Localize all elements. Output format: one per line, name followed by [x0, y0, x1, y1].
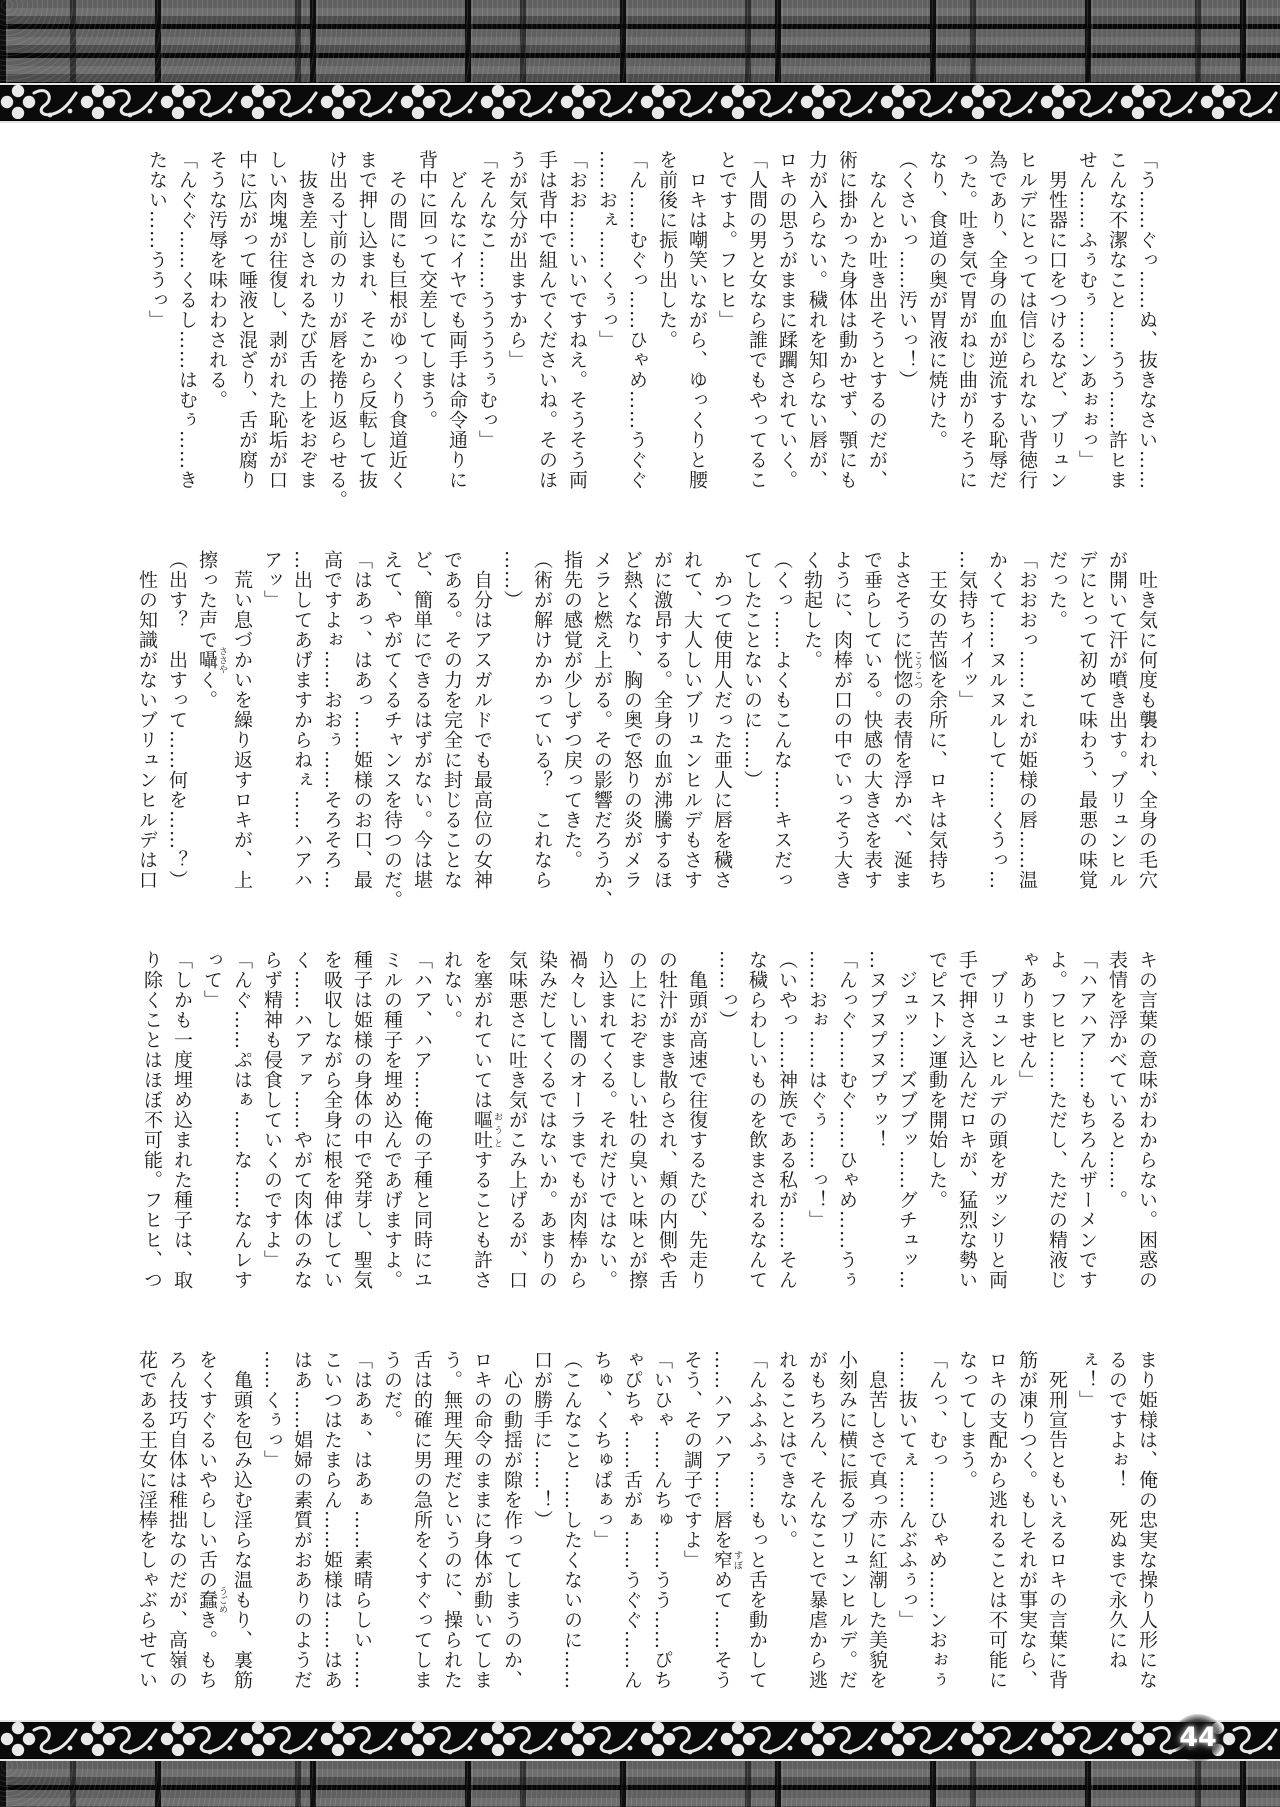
text-column: ど、簡単にできるはずがない。今は堪 — [411, 550, 433, 891]
text-column: …出してあげますからねぇ……ハアハ — [291, 550, 313, 891]
brick-wall-top — [0, 0, 1280, 83]
text-column: 「んぐ……ぷはぁ……な……なんレす — [231, 950, 253, 1291]
text-column: 心の動揺が隙を作ってしまうのか、 — [501, 1350, 523, 1691]
text-column: 「しかも一度埋め込まれた種子は、取 — [171, 950, 193, 1291]
text-column: がに激昂する。全身の血が沸騰するほ — [651, 550, 673, 891]
text-column: 背中に回って交差してしまう。 — [416, 150, 438, 431]
text-column: 息苦しさで真っ赤に紅潮した美貌を — [866, 1350, 888, 1691]
text-column: 「はあっ、はあっ……姫様のお口、最 — [351, 550, 373, 891]
text-column: 吐き気に何度も襲われ、全身の毛穴 — [1136, 550, 1158, 891]
text-column: ミルの種子を埋め込んであげますよ。 — [381, 950, 403, 1291]
text-column: 擦った声で囁 ささやく。 — [196, 550, 227, 711]
text-column: な穢らわしいものを飲まされるなんて — [746, 950, 768, 1291]
text-column: 「ハアハア……もちろんザーメンです — [1076, 950, 1098, 1291]
text-column: 性の知識がないブリュンヒルデは口 — [136, 550, 158, 891]
text-column: その間にも巨根がゆっくり食道近く — [386, 150, 408, 491]
text-column: 「おおおっ……これが姫様の唇……温 — [1016, 550, 1038, 891]
text-column: 舌は的確に男の急所をくすぐってしま — [411, 1350, 433, 1691]
text-column: く勃起した。 — [801, 550, 823, 671]
text-column: 抜き差しされるたび舌の上をおぞま — [296, 150, 318, 491]
text-column: で垂らしている。快感の大きさを表す — [861, 550, 883, 891]
text-column: ゃありません」 — [1016, 950, 1038, 1091]
text-column: 死刑宣告ともいえるロキの言葉に背 — [1046, 1350, 1068, 1691]
text-column: 中に広がって唾液と混ざり、舌が腐り — [236, 150, 258, 491]
text-column: なってしまう。 — [956, 1350, 978, 1491]
text-column: なんとか吐き出そうとするのだが、 — [866, 150, 888, 491]
text-column: ヒルデにとっては信じられない背徳行 — [1016, 150, 1038, 491]
text-column: ちゅ、くちゅぱぁっ」 — [591, 1350, 613, 1551]
text-column: 禍々しい闇のオーラまでもが肉棒から — [566, 950, 588, 1291]
text-column: てしたことないのに……） — [741, 550, 763, 791]
text-column: なり、食道の奥が胃液に焼けた。 — [926, 150, 948, 451]
text-column: 「はあぁ、はあぁ……素晴らしい…… — [351, 1350, 373, 1691]
text-column: まり姫様は、俺の忠実な操り人形にな — [1136, 1350, 1158, 1691]
text-column: ……ハアハア……唇を窄 すぼめて……そう — [711, 1350, 742, 1691]
text-column: 気味悪さに吐き気がこみ上げるが、口 — [506, 950, 528, 1291]
text-column: だった。 — [1046, 550, 1068, 631]
text-column: （くさいっ……汚いっ！） — [896, 150, 918, 391]
text-column: ロキの支配から逃れることは不可能に — [986, 1350, 1008, 1691]
text-column: デにとって初めて味わう、最悪の味覚 — [1076, 550, 1098, 891]
text-column: アッ」 — [261, 550, 283, 611]
text-column: でピストン運動を開始した。 — [926, 950, 948, 1211]
text-column: （術が解けかかっている？ これなら — [531, 550, 553, 891]
text-column: （いやっ……神族である私が……そん — [776, 950, 798, 1291]
text-column: 力が入らない。穢れを知らない唇が、 — [806, 150, 828, 491]
text-column: をくすぐるいやらしい舌の蠢 うごめき。もち — [196, 1350, 227, 1691]
text-column: かつて使用人だった亜人に唇を穢さ — [711, 550, 733, 891]
text-column: 「そんなこ……ううううぅむっ」 — [476, 150, 498, 451]
text-column: り除くことはほぼ不可能。フヒヒ、つ — [141, 950, 163, 1291]
text-column: れない。 — [441, 950, 463, 1031]
text-column: 男性器に口をつけるなど、ブリュン — [1046, 150, 1068, 491]
text-column: ジュッ……ズブブッ……グチュッ… — [896, 950, 918, 1291]
flower-vine-pattern-top — [0, 85, 1280, 119]
text-column: 表情を浮かべていると……。 — [1106, 950, 1128, 1211]
text-column: はあ……娼婦の素質がおありのようだ — [291, 1350, 313, 1691]
text-column: ……おぉ……はぐぅ……っ！」 — [806, 950, 828, 1231]
text-column: どんなにイヤでも両手は命令通りに — [446, 150, 468, 491]
text-column: 手で押さえ込んだロキが、猛烈な勢い — [956, 950, 978, 1291]
text-column: こいつはたまらん……姫様は……はあ — [321, 1350, 343, 1691]
text-column: まで押し込まれ、そこから反転して抜 — [356, 150, 378, 491]
text-column: 自分はアスガルドでも最高位の女神 — [471, 550, 493, 891]
text-column: うのだ。 — [381, 1350, 403, 1431]
text-column: そうな汚辱を味わわされる。 — [206, 150, 228, 411]
text-column: 亀頭を包み込む淫らな温もり、裏筋 — [231, 1350, 253, 1691]
text-column: （出す？ 出すって……何を……？） — [166, 550, 188, 891]
text-column: メラと燃え上がる。その影響だろうか、 — [591, 550, 613, 911]
text-column: 亀頭が高速で往復するたび、先走り — [686, 950, 708, 1291]
text-column: 荒い息づかいを繰り返すロキが、上 — [231, 550, 253, 891]
text-column: ろん技巧自体は稚拙なのだが、高嶺の — [166, 1350, 188, 1691]
text-column: 花である王女に淫棒をしゃぶらせてい — [136, 1350, 158, 1691]
text-column: ブリュンヒルデの頭をガッシリと両 — [986, 950, 1008, 1291]
text-column: である。その力を完全に封じることな — [441, 550, 463, 891]
text-column: を前後に振り出した。 — [656, 150, 678, 351]
text-column: が開いて汗が噴き出す。ブリュンヒル — [1106, 550, 1128, 891]
ornament-border-bottom — [0, 1720, 1280, 1761]
text-column: こんな不潔なこと……うう……許ヒま — [1106, 150, 1128, 491]
page-content — [0, 123, 1280, 1720]
text-column: 染みだしてくるではないか。あまりの — [536, 950, 558, 1291]
text-column: 筋が凍りつく。もしそれが事実なら、 — [1016, 1350, 1038, 1691]
text-column: ゃぴちゃ……舌がぁ……うぐぐ……ん — [621, 1350, 643, 1691]
text-column: せん……ふぅむぅ……ンあぉぉっ」 — [1076, 150, 1098, 471]
band-4 — [132, 1350, 1162, 1720]
brick-wall-bottom — [0, 1761, 1280, 1807]
text-column: ロキの思うがままに蹂躙されていく。 — [776, 150, 798, 491]
text-column: 「んっ、むっ……ひゃめ……ンおぉぅ — [926, 1350, 948, 1691]
text-column: 王女の苦悩を余所に、ロキは気持ち — [926, 550, 948, 891]
text-column: く……ハアァァ……やがて肉体のみな — [291, 950, 313, 1291]
text-column: キの言葉の意味がわからない。困惑の — [1136, 950, 1158, 1291]
text-column: らず精神も侵食していくのですよ」 — [261, 950, 283, 1271]
band-1 — [142, 150, 1162, 520]
text-column: り込まれてくる。それだけではない。 — [596, 950, 618, 1291]
text-column: を吸収しながら全身に根を伸ばしてい — [321, 950, 343, 1291]
text-column: そう、その調子ですよ」 — [681, 1350, 703, 1571]
ornament-border-top — [0, 83, 1280, 124]
text-column: ど熱くなり、胸の奥で怒りの炎がメラ — [621, 550, 643, 891]
text-column: …気持ちイイッ」 — [956, 550, 978, 711]
text-column: （くっ……よくもこんな……キスだっ — [771, 550, 793, 891]
text-column: とですよ。フヒヒ」 — [716, 150, 738, 331]
text-column: 「んぐぐ……くるし……はむぅ……き — [176, 150, 198, 491]
text-column: かくて……ヌルヌルして……くうっ… — [986, 550, 1008, 891]
text-column: るのですよぉ！ 死ぬまで永久にね — [1106, 1350, 1128, 1671]
text-column: よさそうに恍惚 こうこつの表情を浮かべ、涎ま — [891, 550, 922, 891]
text-column: えて、やがてくるチャンスを待つのだ。 — [381, 550, 403, 911]
text-column: の牡汁がまき散らされ、頬の内側や舌 — [656, 950, 678, 1291]
flower-vine-pattern-bottom — [0, 1722, 1280, 1756]
text-column: ぇ！」 — [1076, 1350, 1098, 1411]
text-column: ……くぅっ」 — [261, 1350, 283, 1471]
text-column: 「う……ぐっ……ぬ、抜きなさい…… — [1136, 150, 1158, 491]
text-column: 手は背中で組んでくださいね。そのほ — [536, 150, 558, 491]
text-column: ……おぇ……くぅっ」 — [596, 150, 618, 351]
text-column: しい肉塊が往復し、剥がれた恥垢が口 — [266, 150, 288, 491]
text-column: ……抜いてぇ……んぶふぅっ」 — [896, 1350, 918, 1631]
text-column: ロキは嘲笑いながら、ゆっくりと腰 — [686, 150, 708, 491]
text-column: 為であり、全身の血が逆流する恥辱だ — [986, 150, 1008, 491]
text-column: 「おお……いいですねえ。そうそう両 — [566, 150, 588, 491]
text-column: 術に掛かった身体は動かせず、顎にも — [836, 150, 858, 491]
text-column: 「ん……むぐっ……ひゃめ……うぐぐ — [626, 150, 648, 491]
text-column: 「んっぐ……むぐ……ひゃめ……うぅ — [836, 950, 858, 1291]
band-3 — [137, 950, 1162, 1320]
band-2 — [132, 550, 1162, 920]
text-column: （こんなこと……したくないのに…… — [561, 1350, 583, 1691]
text-column: がもちろん、そんなことで暴虐から逃 — [806, 1350, 828, 1691]
text-column: 口が勝手に……！） — [531, 1350, 553, 1531]
text-column: …ヌプヌプヌプゥッ！ — [866, 950, 888, 1151]
text-column: ……） — [501, 550, 523, 611]
text-column: ……っ） — [716, 950, 738, 1031]
text-column: 種子は姫様の身体の中で発芽し、聖気 — [351, 950, 373, 1291]
text-column: れることはできない。 — [776, 1350, 798, 1551]
text-column: 高ですよぉ……おおぅ……そろそろ… — [321, 550, 343, 891]
text-column: って」 — [201, 950, 223, 1011]
text-column: 小刻みに横に振るブリュンヒルデ。だ — [836, 1350, 858, 1691]
text-column: うが気分が出ますから」 — [506, 150, 528, 371]
text-column: け出る寸前のカリが唇を捲り返らせる。 — [326, 150, 348, 511]
text-column: ロキの命令のままに身体が動いてしま — [471, 1350, 493, 1691]
text-column: 指先の感覚が少しずつ戻ってきた。 — [561, 550, 583, 871]
text-column: たない……ううっ」 — [146, 150, 168, 331]
text-column: った。吐き気で胃がねじ曲がりそうに — [956, 150, 978, 491]
text-column: 「人間の男と女なら誰でもやってるこ — [746, 150, 768, 491]
text-column: 「ハア、ハア……俺の子種と同時にユ — [411, 950, 433, 1291]
text-column: よ。フヒヒ……ただし、ただの精液じ — [1046, 950, 1068, 1291]
page-number: 44 — [1172, 1714, 1224, 1762]
text-column: を塞がれていては嘔吐 おうとすることも許さ — [471, 950, 502, 1291]
text-column: の上におぞましい牡の臭いと味とが擦 — [626, 950, 648, 1291]
text-column: ように、肉棒が口の中でいっそう大き — [831, 550, 853, 891]
text-column: う。無理矢理だというのに、操られた — [441, 1350, 463, 1691]
text-column: 「いひゃ……んちゅ……うう……ぴち — [651, 1350, 673, 1691]
text-column: 「んふふふぅ……もっと舌を動かして — [746, 1350, 768, 1691]
text-column: れて、大人しいブリュンヒルデもさす — [681, 550, 703, 891]
